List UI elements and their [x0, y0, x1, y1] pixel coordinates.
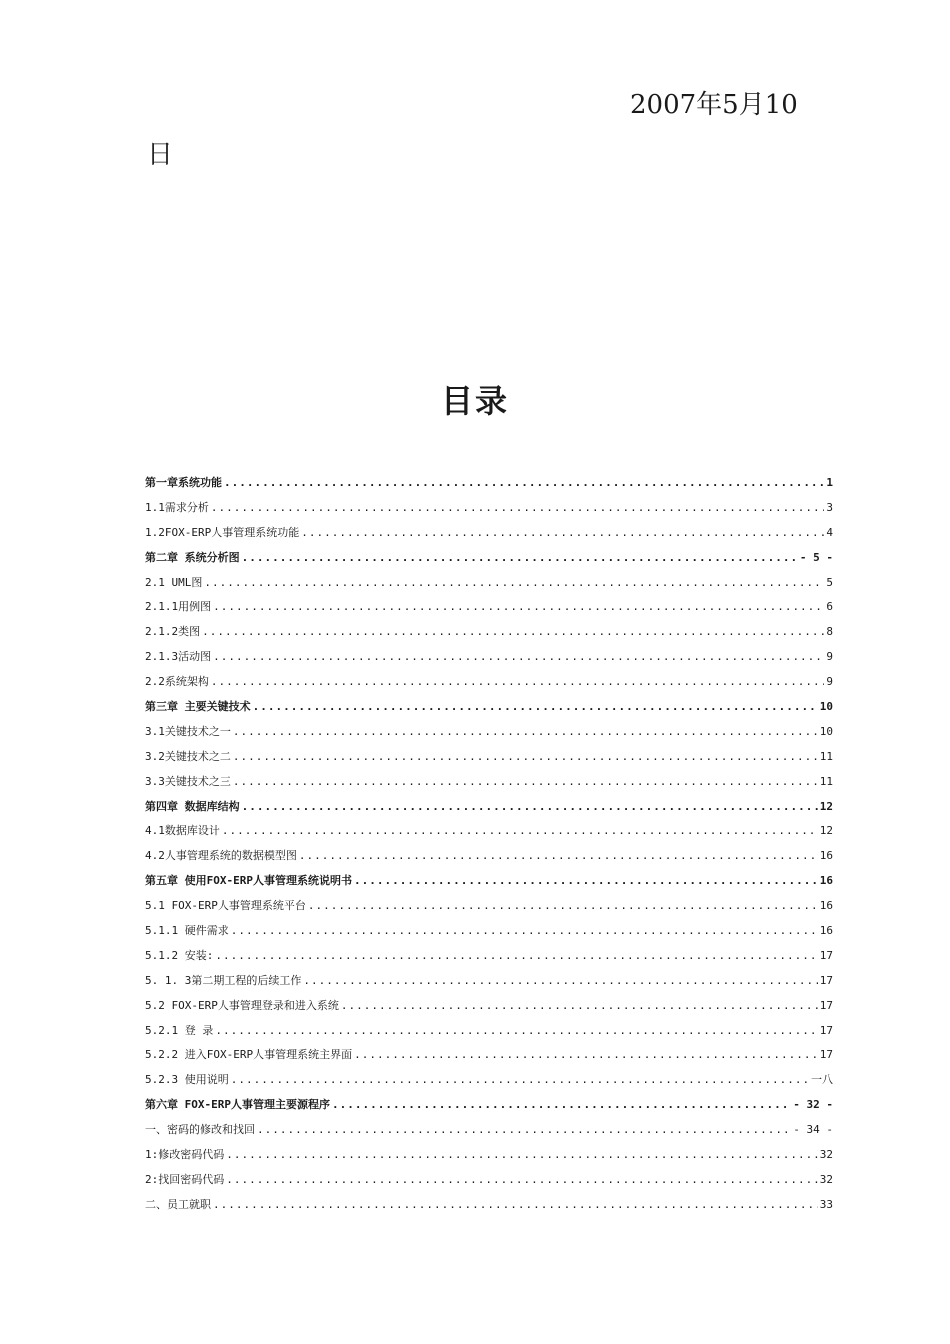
- toc-page-number: 10: [819, 724, 833, 738]
- toc-page-number: 17: [819, 973, 833, 987]
- toc-chapter-entry[interactable]: [145, 474, 833, 499]
- toc-section-entry[interactable]: [145, 922, 833, 947]
- toc-page-number: 17: [819, 948, 833, 962]
- toc-page-number: 33: [819, 1197, 833, 1211]
- toc-entry-label: 3.1关键技术之一: [145, 724, 231, 738]
- toc-entry-label: 1.1需求分析: [145, 500, 209, 514]
- toc-entry-label: 二、员工就职: [145, 1197, 211, 1211]
- toc-entry-label: 2:找回密码代码: [145, 1172, 225, 1186]
- toc-dot-leader: [242, 551, 798, 564]
- toc-page-number: 8: [826, 625, 833, 639]
- toc-chapter-entry[interactable]: [145, 549, 833, 574]
- toc-page-number: 12: [819, 824, 833, 838]
- toc-dot-leader: [257, 1123, 791, 1136]
- toc-section-entry[interactable]: [145, 648, 833, 673]
- toc-section-entry[interactable]: [145, 673, 833, 698]
- toc-section-entry[interactable]: [145, 723, 833, 748]
- toc-entry-label: 第二章 系统分析图: [145, 550, 240, 564]
- toc-entry-label: 第一章系统功能: [145, 476, 222, 489]
- toc-dot-leader: [242, 800, 818, 813]
- toc-dot-leader: [215, 1024, 817, 1037]
- toc-entry-label: 1:修改密码代码: [145, 1148, 225, 1162]
- toc-section-entry[interactable]: [145, 897, 833, 922]
- toc-section-entry[interactable]: [145, 1121, 833, 1146]
- toc-section-entry[interactable]: [145, 1146, 833, 1171]
- toc-entry-label: 5.1 FOX-ERP人事管理系统平台: [145, 899, 306, 913]
- toc-entry-label: 第六章 FOX-ERP人事管理主要源程序: [145, 1098, 330, 1112]
- toc-dot-leader: [202, 625, 824, 638]
- toc-dot-leader: [213, 1198, 818, 1211]
- toc-chapter-entry[interactable]: [145, 1096, 833, 1121]
- toc-entry-label: 2.1 UML图: [145, 575, 203, 589]
- toc-page-number: 16: [819, 899, 833, 913]
- toc-page-number: - 32 -: [793, 1098, 833, 1112]
- toc-dot-leader: [211, 675, 825, 688]
- toc-page-number: 32: [819, 1172, 833, 1186]
- toc-chapter-entry[interactable]: [145, 798, 833, 823]
- toc-dot-leader: [354, 874, 818, 887]
- toc-page-number: 9: [826, 650, 833, 664]
- toc-page-number: 16: [819, 849, 833, 863]
- toc-page-number: 10: [819, 700, 833, 714]
- toc-section-entry[interactable]: [145, 947, 833, 972]
- toc-page-number: 17: [819, 1048, 833, 1062]
- toc-entry-label: 第四章 数据库结构: [145, 799, 240, 813]
- toc-entry-label: 第五章 使用FOX-ERP人事管理系统说明书: [145, 874, 352, 888]
- toc-page-number: 17: [819, 1023, 833, 1037]
- toc-entry-label: 5.2.2 进入FOX-ERP人事管理系统主界面: [145, 1048, 353, 1062]
- date-line: 2007年5月10: [630, 90, 798, 120]
- toc-entry-label: 5.1.2 安装:: [145, 948, 214, 962]
- toc-section-entry[interactable]: [145, 773, 833, 798]
- toc-dot-leader: [341, 999, 818, 1012]
- toc-section-entry[interactable]: [145, 524, 833, 549]
- toc-section-entry[interactable]: [145, 822, 833, 847]
- toc-entry-label: 1.2FOX-ERP人事管理系统功能: [145, 525, 300, 539]
- toc-section-entry[interactable]: [145, 623, 833, 648]
- toc-dot-leader: [226, 1173, 818, 1186]
- toc-dot-leader: [299, 849, 818, 862]
- toc-section-entry[interactable]: [145, 1046, 833, 1071]
- toc-dot-leader: [233, 725, 818, 738]
- toc-dot-leader: [213, 600, 824, 613]
- table-of-contents: [145, 474, 833, 1221]
- toc-entry-label: 第三章 主要关键技术: [145, 700, 251, 714]
- toc-entry-label: 4.2人事管理系统的数据模型图: [145, 849, 297, 863]
- toc-entry-label: 5.2.3 使用说明: [145, 1073, 229, 1087]
- toc-page-number: - 34 -: [793, 1123, 833, 1137]
- toc-dot-leader: [231, 1073, 809, 1086]
- toc-page-number: 11: [819, 749, 833, 763]
- toc-section-entry[interactable]: [145, 1171, 833, 1196]
- toc-chapter-entry[interactable]: [145, 698, 833, 723]
- toc-dot-leader: [308, 899, 818, 912]
- toc-entry-label: 5.2 FOX-ERP人事管理登录和进入系统: [145, 998, 339, 1012]
- toc-page-number: 5: [826, 575, 833, 589]
- toc-page-number: 4: [826, 525, 833, 539]
- toc-page-number: 32: [819, 1148, 833, 1162]
- toc-entry-label: 2.1.1用例图: [145, 600, 212, 614]
- toc-entry-label: 5.1.1 硬件需求: [145, 924, 229, 938]
- toc-section-entry[interactable]: [145, 1071, 833, 1096]
- toc-dot-leader: [222, 824, 818, 837]
- toc-section-entry[interactable]: [145, 847, 833, 872]
- toc-dot-leader: [231, 924, 818, 937]
- toc-page-number: 一八: [811, 1073, 833, 1087]
- toc-page-number: - 5 -: [799, 550, 833, 564]
- toc-dot-leader: [233, 775, 818, 788]
- toc-dot-leader: [301, 526, 824, 539]
- toc-dot-leader: [226, 1148, 818, 1161]
- toc-section-entry[interactable]: [145, 972, 833, 997]
- toc-dot-leader: [224, 476, 824, 489]
- toc-page-number: 16: [819, 874, 833, 888]
- toc-section-entry[interactable]: [145, 748, 833, 773]
- toc-page-number: 9: [826, 675, 833, 689]
- toc-entry-label: 2.2系统架构: [145, 675, 209, 689]
- toc-chapter-entry[interactable]: [145, 872, 833, 897]
- toc-entry-label: 5. 1. 3第二期工程的后续工作: [145, 973, 302, 987]
- date-day: 日: [147, 140, 174, 170]
- toc-page-number: 11: [819, 774, 833, 788]
- toc-section-entry[interactable]: [145, 997, 833, 1022]
- toc-entry-label: 4.1数据库设计: [145, 824, 220, 838]
- toc-title: 目录: [440, 382, 509, 420]
- toc-dot-leader: [253, 700, 818, 713]
- toc-page-number: 12: [819, 799, 833, 813]
- toc-entry-label: 3.2关键技术之二: [145, 749, 231, 763]
- toc-section-entry[interactable]: [145, 1196, 833, 1221]
- toc-dot-leader: [233, 750, 818, 763]
- toc-page-number: 6: [826, 600, 833, 614]
- toc-entry-label: 2.1.3活动图: [145, 650, 212, 664]
- toc-entry-label: 5.2.1 登 录: [145, 1023, 214, 1037]
- toc-dot-leader: [303, 974, 817, 987]
- toc-page-number: 3: [826, 500, 833, 514]
- toc-page-number: 16: [819, 924, 833, 938]
- toc-dot-leader: [211, 501, 825, 514]
- toc-entry-label: 2.1.2类图: [145, 625, 201, 639]
- toc-entry-label: 一、密码的修改和找回: [145, 1123, 255, 1137]
- toc-entry-label: 3.3关键技术之三: [145, 774, 231, 788]
- toc-page-number: 17: [819, 998, 833, 1012]
- toc-dot-leader: [215, 949, 817, 962]
- toc-section-entry[interactable]: [145, 598, 833, 623]
- toc-page-number: 1: [826, 476, 833, 489]
- toc-dot-leader: [213, 650, 824, 663]
- toc-dot-leader: [354, 1048, 818, 1061]
- toc-section-entry[interactable]: [145, 1022, 833, 1047]
- toc-section-entry[interactable]: [145, 574, 833, 599]
- toc-dot-leader: [204, 576, 824, 589]
- toc-section-entry[interactable]: [145, 499, 833, 524]
- toc-dot-leader: [332, 1098, 791, 1111]
